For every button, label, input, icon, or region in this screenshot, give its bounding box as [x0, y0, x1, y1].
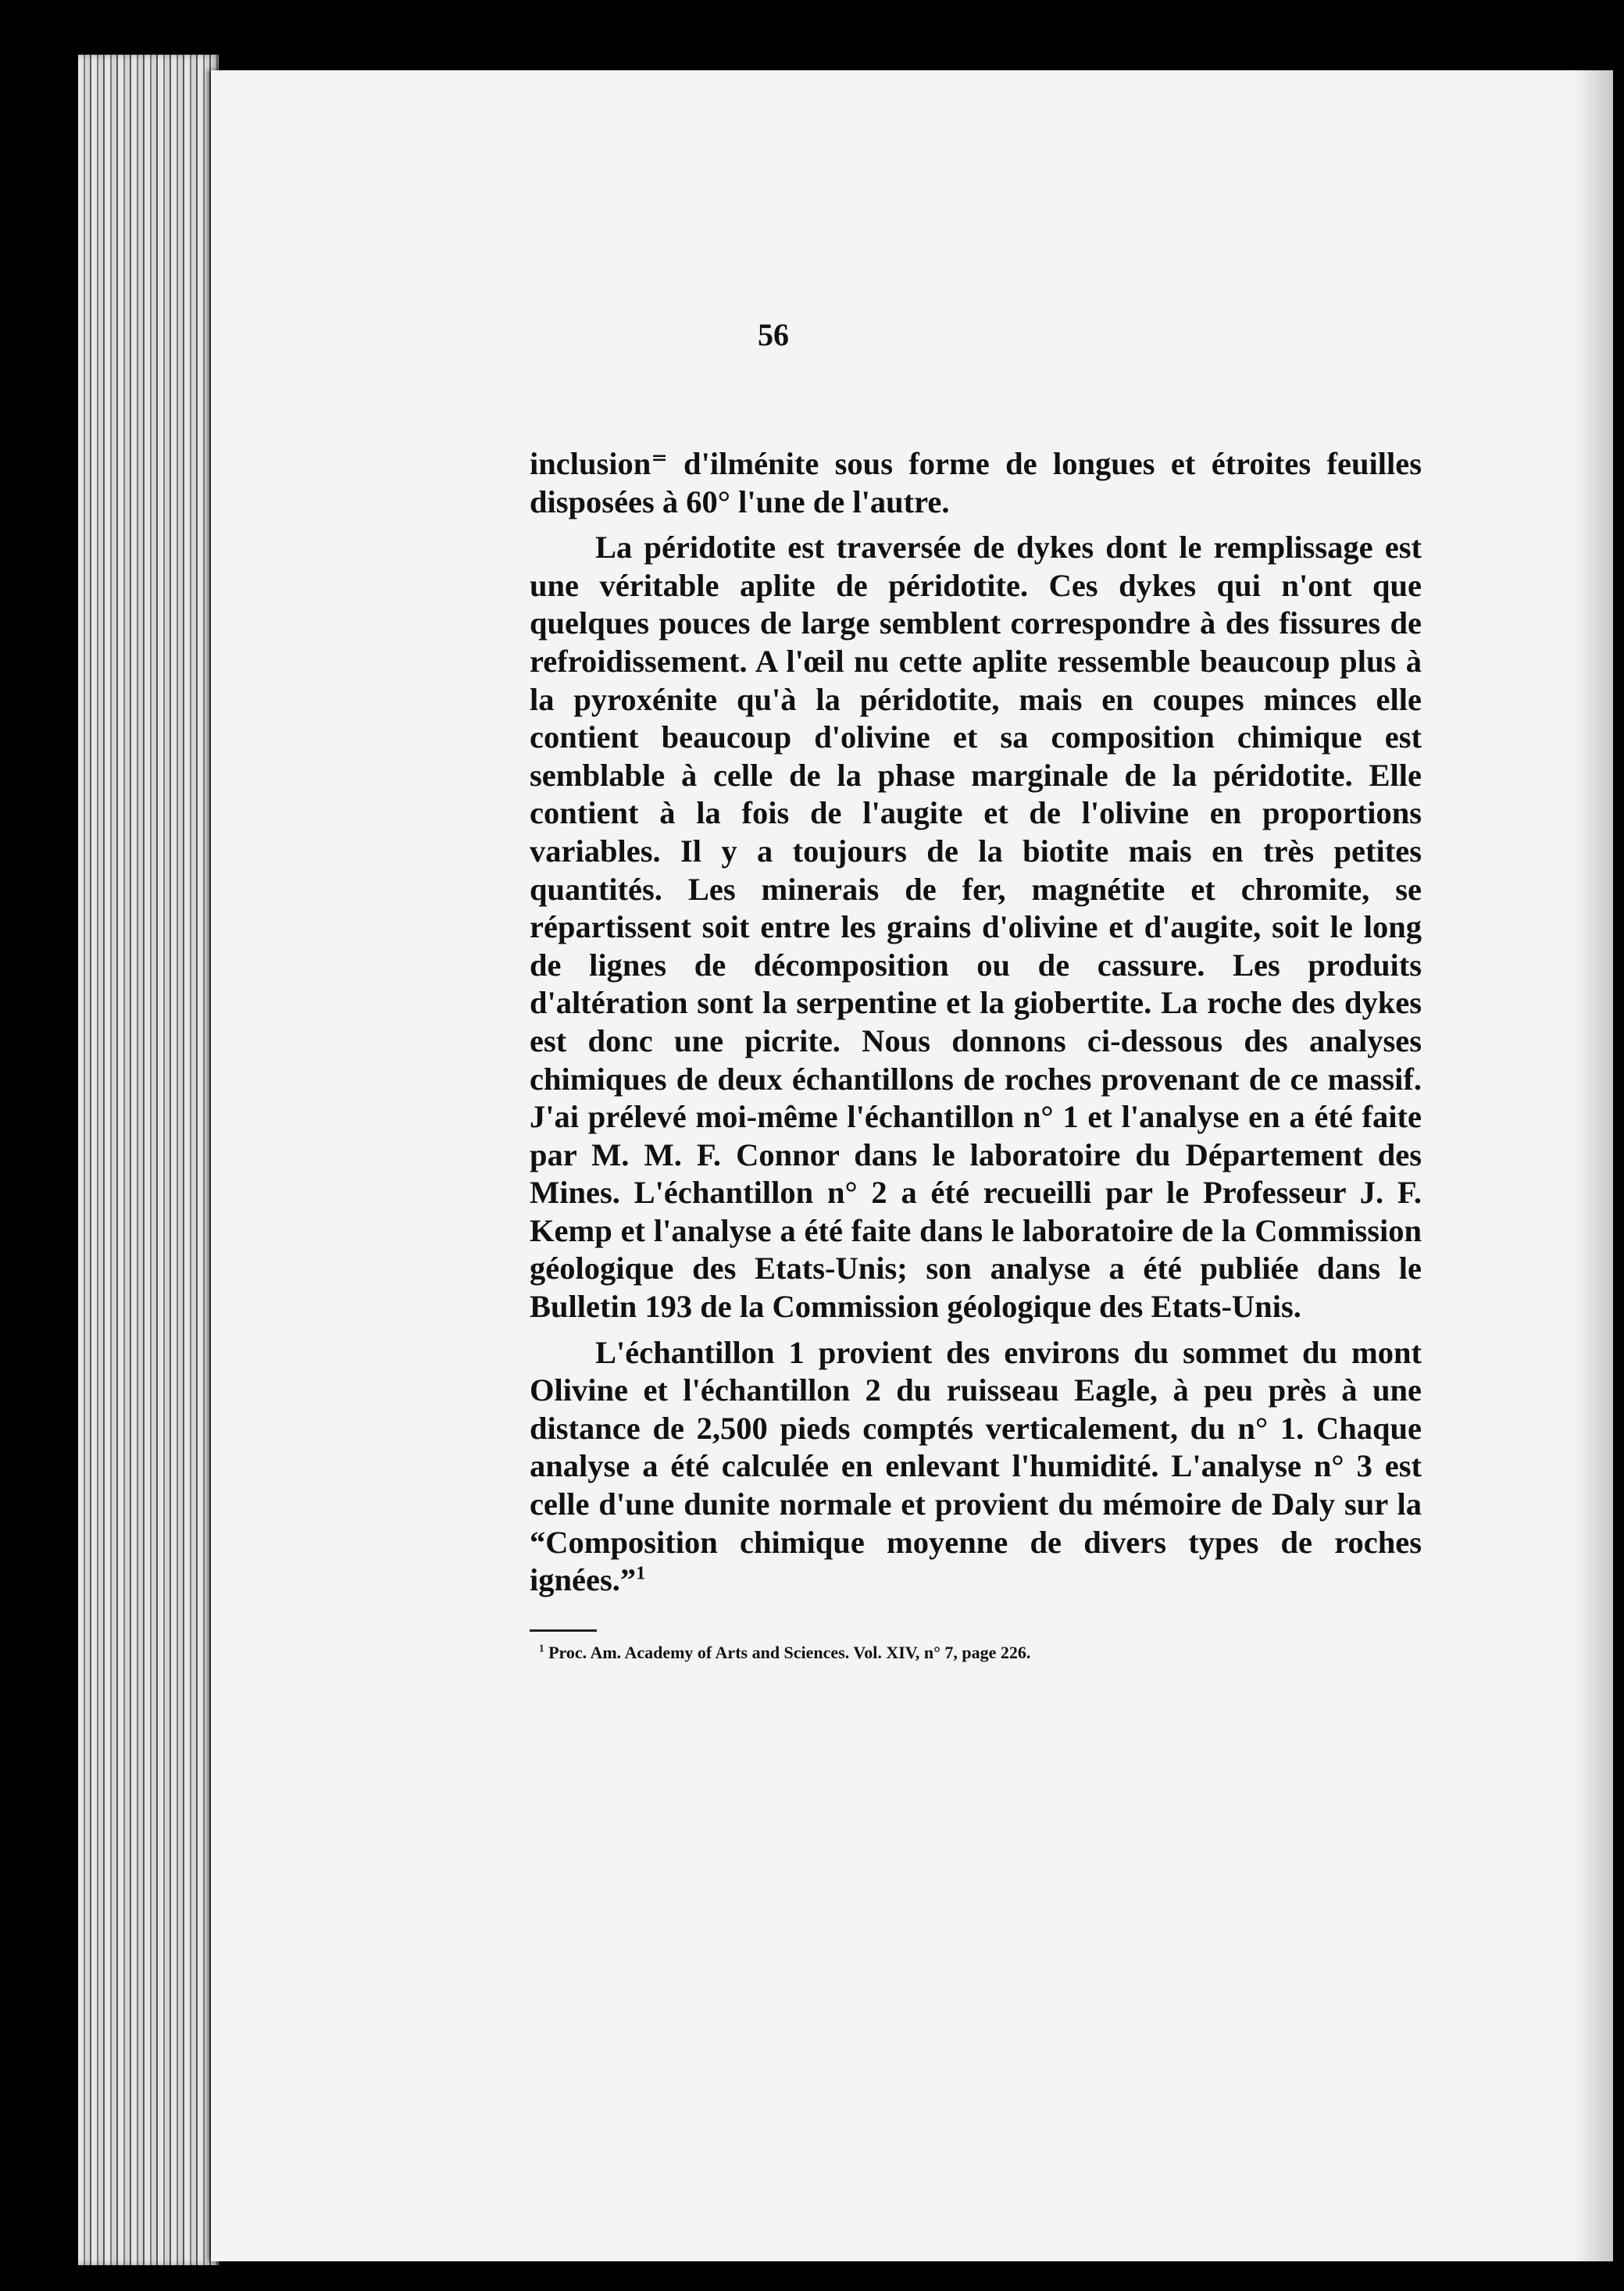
footnote-rule: [530, 1629, 597, 1632]
footnote: [539, 1643, 1398, 1663]
page-shadow: [1574, 70, 1613, 2261]
body-text: [530, 445, 1422, 1600]
paragraph-samples: [530, 1334, 1422, 1600]
page-edges: [78, 55, 219, 2265]
page-number: 56: [758, 317, 789, 352]
footnote-text: Proc. Am. Academy of Arts and Sciences. Vol. XIV, n° 7, page 226.: [548, 1643, 1031, 1662]
footnote-marker: 1: [539, 1642, 544, 1654]
paragraph-continued: inclusion⁼ d'ilménite sous forme de longues et étroites feuilles disposées à 60° l'une de l'autre.: [530, 446, 1422, 519]
paragraph-samples-text: L'échantillon 1 provient des environs du sommet du mont Olivine et l'échantillon 2 du ruisseau Eagle, à peu près à une distance de 2,500 pieds comptés verticalement, du n° 1. Chaque analyse a été calculée en enlevant l'humidité. L'analyse n° 3 est celle d'une dunite normale et provient du mémoire de Daly sur la “Composition chimique moyenne de divers types de roches ignées.”: [530, 1334, 1422, 1598]
paragraph-dykes: La péridotite est traversée de dykes dont le remplissage est une véritable aplite de péridotite. Ces dykes qui n'ont que quelques pouces de large semblent correspondre à des fissures de refroidissement. A l'œil nu cette aplite ressemble beaucoup plus à la pyroxénite qu'à la péridotite, mais en coupes minces elle contient beaucoup d'olivine et sa composition chimique est semblable à celle de la phase marginale de la péridotite. Elle contient à la fois de l'augite et de l'olivine en proportions variables. Il y a toujours de la biotite mais en très petites quantités. Les minerais de fer, magnétite et chromite, se répartissent soit entre les grains d'olivine et d'augite, soit le long de lignes de décomposition ou de cassure. Les produits d'altération sont la serpentine et la giobertite. La roche des dykes est donc une picrite. Nous donnons ci-dessous des analyses chimiques de deux échantillons de roches provenant de ce massif. J'ai prélevé moi-même l'échantillon n° 1 et l'analyse en a été faite par M. M. F. Connor dans le laboratoire du Département des Mines. L'échantillon n° 2 a été recueilli par le Professeur J. F. Kemp et l'analyse a été faite dans le laboratoire de la Commission géologique des Etats-Unis; son analyse a été publiée dans le Bulletin 193 de la Commission géologique des Etats-Unis.: [530, 530, 1422, 1325]
footnote-reference: 1: [636, 1562, 646, 1584]
